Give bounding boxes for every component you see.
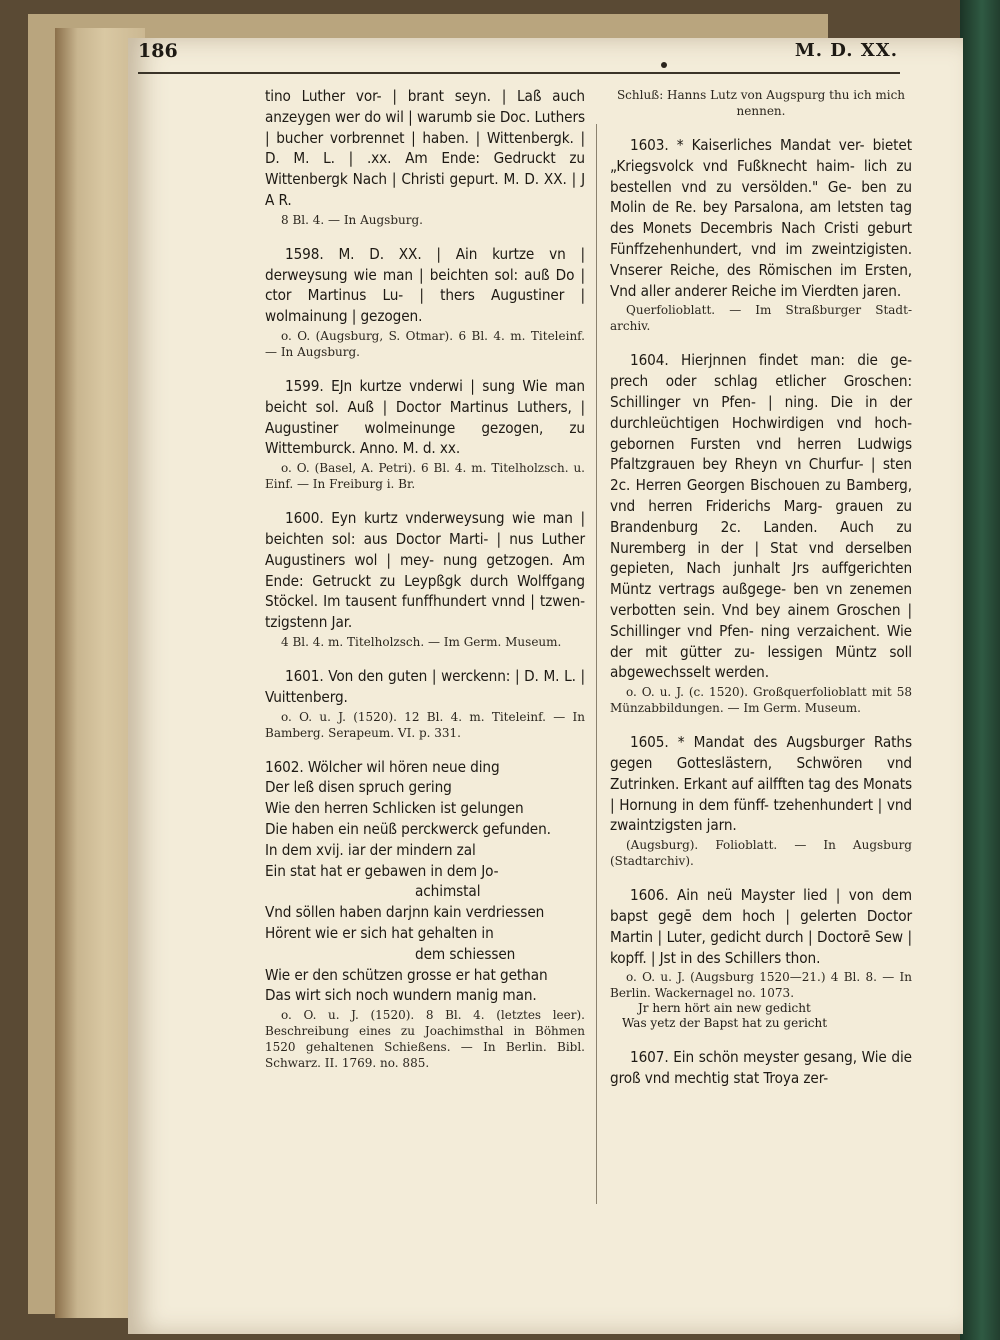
header-rule — [138, 72, 900, 74]
entry-title: tino Luther vor- | brant seyn. | Laß auch anzeygen wer do wil | warumb sie Doc. Luthers | bucher vorbrennet | haben. | Wittenbergk. | D. M. L. | .xx. Am Ende: Gedruckt zu Wittenbergk Nach | Christi gepurt. M. D. XX. | J A R. — [265, 87, 585, 209]
verse-line: achimstal — [415, 882, 481, 901]
entry-title: 1601. Von den guten | werckenn: | D. M. L. | Vuittenberg. — [265, 666, 585, 706]
entry-1601 — [265, 666, 585, 741]
entry-note: Querfolioblatt. — Im Straßburger Stadt- archiv. — [610, 303, 912, 334]
verse-line: Wie er den schützen grosse er hat gethan — [265, 965, 548, 984]
verse-line: dem schiessen — [415, 944, 516, 963]
page-number: 186 — [138, 40, 178, 62]
verse-line: Hörent wie er sich hat gehalten in — [265, 923, 494, 942]
verse-line: Das wirt sich noch wundern manig man. — [265, 986, 537, 1005]
entry-title: 1604. Hierjnnen findet man: die ge- prech oder schlag etlicher Groschen: Schillinger vn Pfen- | ning. Die in der durchleüchtigen Hochwirdigen vnd hoch- gebornen Fursten vnd herren Ludwigs Pfaltzgrauen bey Rheyn vn Churfur- | sten 2c. Herren Georgen Bischouen zu Bamberg, vnd herren Friderichs Marg- grauen zu Brandenburg 2c. Landen. Auch zu Nuremberg in der | Stat vnd derselben gepieten, Nach junhalt Jrs auffgerichten Müntz vertrags außgege- ben vn zenemen verbotten sein. Vnd bey ainem Groschen | Schillinger vnd Pfen- ning verzaichent. Wie der mit gütter zu- lessigen Müntz soll abgewechsselt werden. — [610, 351, 912, 682]
right-column — [610, 86, 912, 1105]
verse-line: 1602. Wölcher wil hören neue ding — [265, 757, 500, 776]
verse-block — [265, 757, 585, 1007]
quote-line: Was yetz der Bapst hat zu gericht — [622, 1016, 828, 1031]
entry-title: 1598. M. D. XX. | Ain kurtze vn | derweysung wie man | beichten sol: auß Do | ctor Martinus Lu- | thers Augustiner | wolmainung | gezogen. — [265, 244, 585, 326]
left-column — [265, 86, 585, 1087]
entry-1599 — [265, 376, 585, 492]
verse-line: Der leß disen spruch gering — [265, 778, 452, 797]
verse-line: In dem xvij. iar der mindern zal — [265, 840, 476, 859]
entry-note: o. O. (Basel, A. Petri). 6 Bl. 4. m. Titelholzsch. u. Einf. — In Freiburg i. Br. — [265, 461, 585, 492]
entry-note: 8 Bl. 4. — In Augsburg. — [281, 212, 423, 227]
entry-note: o. O. u. J. (Augsburg 1520—21.) 4 Bl. 8. — In Berlin. Wackernagel no. 1073. — [610, 970, 912, 1001]
entry-title: 1607. Ein schön meyster gesang, Wie die groß vnd mechtig stat Troya zer- — [610, 1048, 912, 1088]
entry-title: 1600. Eyn kurtz vnderweysung wie man | beichten sol: aus Doctor Marti- | nus Luther Augustiners wol | mey- nung getzogen. Am Ende: Getruckt zu Leypßgk durch Wolffgang Stöckel. Im tausent funffhundert vnnd | tzwen- tzigstenn Jar. — [265, 509, 585, 632]
entry-note: Schluß: Hanns Lutz von Augspurg thu ich mich nennen. — [616, 88, 906, 118]
quote-line: Jr hern hört ain new gedicht — [638, 1001, 811, 1016]
verse-line: Wie den herren Schlicken ist gelungen — [265, 799, 524, 818]
entry-note: o. O. u. J. (1520). 8 Bl. 4. (letztes leer). Beschreibung eines zu Joachimsthal in Böhmen 1520 gehaltenen Schießens. — In Berlin. Bibl. Schwarz. II. 1769. no. 885. — [265, 1008, 585, 1071]
entry-title: 1605. * Mandat des Augsburger Raths gegen Gotteslästern, Schwören vnd Zutrinken. Erkant auf ailfften tag des Monats | Hornung in dem fünff- tzehenhundert | vnd zwaintzigsten jarn. — [610, 733, 912, 835]
entry-carry-over — [265, 86, 585, 228]
entry-1598 — [265, 244, 585, 360]
entry-1604 — [610, 350, 912, 716]
running-head: M. D. XX. — [794, 40, 898, 61]
ink-dot — [661, 62, 667, 68]
entry-1602 — [265, 757, 585, 1072]
entry-1605 — [610, 732, 912, 869]
entry-1607 — [610, 1047, 912, 1089]
book-cover — [960, 0, 1000, 1340]
verse-line: Die haben ein neüß perckwerck gefunden. — [265, 819, 551, 838]
entry-title: 1606. Ain neü Mayster lied | von dem bapst gegē dem hoch | gelerten Doctor Martin | Luter, gedicht durch | Doctorē Sew | kopff. | Jst in des Schillers thon. — [610, 886, 912, 967]
entry-note: o. O. u. J. (1520). 12 Bl. 4. m. Titeleinf. — In Bamberg. Serapeum. VI. p. 331. — [265, 709, 585, 740]
entry-title: 1599. EJn kurtze vnderwi | sung Wie man beicht sol. Auß | Doctor Martinus Luthers, | Augustiner wolmeinunge gezogen, zu Wittemburck. Anno. M. d. xx. — [265, 376, 585, 458]
verse-line: Ein stat hat er gebawen in dem Jo- — [265, 861, 499, 880]
verse-line: Vnd söllen haben darjnn kain verdriessen — [265, 903, 545, 922]
column-divider — [596, 124, 597, 1204]
entry-carry-over-right — [610, 87, 912, 119]
entry-note: o. O. (Augsburg, S. Otmar). 6 Bl. 4. m. Titeleinf. — In Augsburg. — [265, 328, 585, 359]
entry-note: 4 Bl. 4. m. Titelholzsch. — Im Germ. Museum. — [281, 634, 562, 649]
entry-1603 — [610, 135, 912, 334]
entry-1600 — [265, 508, 585, 650]
entry-1606 — [610, 885, 912, 1031]
entry-title: 1603. * Kaiserliches Mandat ver- bietet „Kriegsvolck vnd Fußknecht haim- lich zu bestellen vnd zu versölden." Ge- ben zu Molin de Re. bey Parsalona, am letsten tag des Monets Decembris Nach Cristi geburt Fünffzehenhundert, vnd im zweintzigisten. Vnserer Reiche, des Römischen im Ersten, Vnd aller anderer Reiche im Vierdten jaren. — [610, 136, 912, 300]
entry-note: o. O. u. J. (c. 1520). Großquerfolioblatt mit 58 Münzabbildungen. — Im Germ. Museum. — [610, 685, 912, 716]
entry-note: (Augsburg). Folioblatt. — In Augsburg (Stadtarchiv). — [610, 838, 912, 869]
page-header — [138, 40, 898, 70]
